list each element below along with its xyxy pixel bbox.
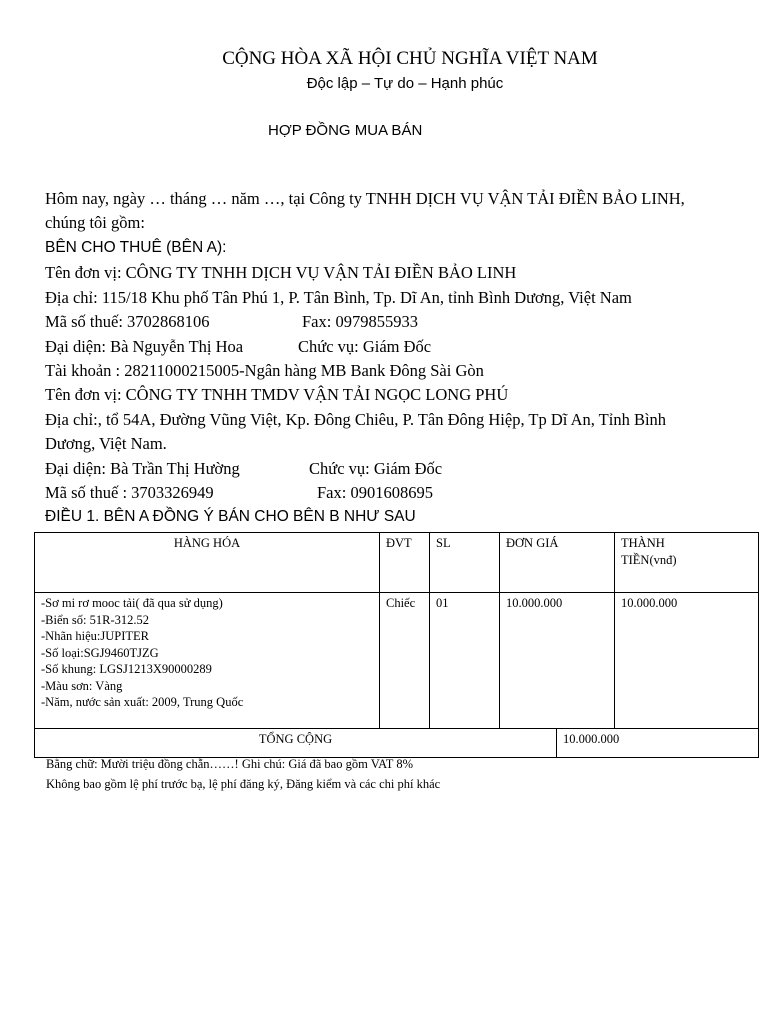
header-amount-line-1: THÀNH xyxy=(621,536,665,550)
item-description-line: -Sơ mi rơ mooc tải( đã qua sử dụng) xyxy=(41,596,223,611)
table-header-row xyxy=(35,533,759,593)
item-description-line: -Năm, nước sản xuất: 2009, Trung Quốc xyxy=(41,695,244,710)
item-qty: 01 xyxy=(430,593,500,729)
party-a-account: Tài khoản : 28211000215005-Ngân hàng MB Bank Đông Sài Gòn xyxy=(45,361,484,380)
header-goods: HÀNG HÓA xyxy=(35,533,380,593)
intro-line-1: Hôm nay, ngày … tháng … năm …, tại Công ty TNHH DỊCH VỤ VẬN TẢI ĐIỀN BẢO LINH, xyxy=(45,189,685,208)
table-row xyxy=(35,593,759,729)
party-b-name: Tên đơn vị: CÔNG TY TNHH TMDV VẬN TẢI NGỌC LONG PHÚ xyxy=(45,385,509,404)
table-total-row xyxy=(35,729,759,758)
intro-line-2: chúng tôi gồm: xyxy=(45,213,145,232)
item-description-line: -Màu sơn: Vàng xyxy=(41,678,123,693)
item-description-line: -Số loại:SGJ9460TJZG xyxy=(41,645,159,660)
party-b-rep-line xyxy=(45,459,442,479)
motto: Độc lập – Tự do – Hạnh phúc xyxy=(306,75,504,92)
item-amount: 10.000.000 xyxy=(615,593,759,729)
party-a-address: Địa chỉ: 115/18 Khu phố Tân Phú 1, P. Tân Bình, Tp. Dĩ An, tỉnh Bình Dương, Việt Nam xyxy=(45,288,632,307)
party-a-rep: Đại diện: Bà Nguyễn Thị Hoa xyxy=(45,337,244,356)
party-a-rep-line xyxy=(45,337,431,357)
party-b-fax: Fax: 0901608695 xyxy=(317,483,433,502)
header-unit: ĐVT xyxy=(380,533,430,593)
party-a-position: Chức vụ: Giám Đốc xyxy=(298,337,432,356)
goods-table xyxy=(34,532,759,758)
party-b-address-1: Địa chỉ:, tổ 54A, Đường Vũng Việt, Kp. Đông Chiêu, P. Tân Đông Hiệp, Tp Dĩ An, Tỉnh Bình xyxy=(45,410,667,429)
total-label: TỔNG CỘNG xyxy=(35,729,557,758)
header-unit-price: ĐƠN GIÁ xyxy=(500,533,615,593)
header-amount xyxy=(615,533,759,593)
item-description xyxy=(35,593,380,729)
item-unit: Chiếc xyxy=(380,593,430,729)
party-a-name: Tên đơn vị: CÔNG TY TNHH DỊCH VỤ VẬN TẢI ĐIỀN BẢO LINH xyxy=(45,263,517,282)
header-qty: SL xyxy=(430,533,500,593)
nation-title: CỘNG HÒA XÃ HỘI CHỦ NGHĨA VIỆT NAM xyxy=(222,48,598,69)
party-b-rep: Đại diện: Bà Trần Thị Hường xyxy=(45,459,240,478)
header-amount-line-2: TIỀN(vnđ) xyxy=(621,552,677,567)
item-description-line: -Nhãn hiệu:JUPITER xyxy=(41,629,149,644)
note-line-1: Bằng chữ: Mười triệu đồng chẵn……! Ghi chú: Giá đã bao gồm VAT 8% xyxy=(46,757,413,771)
note-line-2: Không bao gồm lệ phí trước bạ, lệ phí đăng ký, Đăng kiểm và các chi phí khác xyxy=(46,777,441,791)
party-a-tax-fax xyxy=(45,312,418,332)
item-description-line: -Số khung: LGSJ1213X90000289 xyxy=(41,662,212,677)
article-1-heading: ĐIỀU 1. BÊN A ĐỒNG Ý BÁN CHO BÊN B NHƯ SAU xyxy=(45,508,416,525)
party-b-tax-fax xyxy=(45,483,433,503)
party-a-tax: Mã số thuế: 3702868106 xyxy=(45,312,210,331)
item-unit-price: 10.000.000 xyxy=(500,593,615,729)
party-a-heading: BÊN CHO THUÊ (BÊN A): xyxy=(45,239,227,256)
contract-title: HỢP ĐỒNG MUA BÁN xyxy=(268,122,423,139)
item-description-line: -Biển số: 51R-312.52 xyxy=(41,612,149,627)
party-b-position: Chức vụ: Giám Đốc xyxy=(309,459,443,478)
total-value: 10.000.000 xyxy=(557,729,759,758)
party-a-fax: Fax: 0979855933 xyxy=(302,312,418,331)
party-b-tax: Mã số thuế : 3703326949 xyxy=(45,483,214,502)
party-b-address-2: Dương, Việt Nam. xyxy=(45,434,167,453)
